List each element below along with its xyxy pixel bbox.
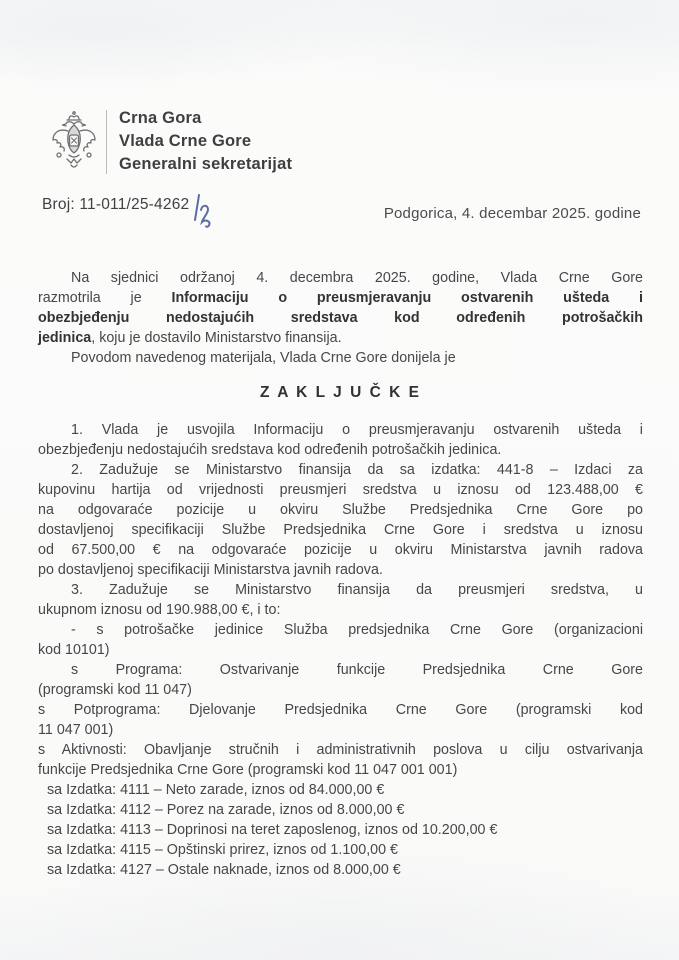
letterhead-department: Generalni sekretarijat [119, 155, 293, 173]
text-line: Povodom navedenog materijala, Vlada Crne Gore donijela je [71, 350, 456, 366]
text-line: s Potprograma: Djelovanje Predsjednika Crne Gore (programski kod [38, 702, 643, 718]
text-line: sa Izdatka: 4111 – Neto zarade, iznos od 84.000,00 € [47, 782, 385, 798]
text-line: po dostavljenoj specifikaciji Ministarstva javnih radova. [38, 562, 383, 578]
text-line: dostavljenoj specifikaciji Službe Predsjednika Crne Gore i sredstva u iznosu [38, 522, 643, 538]
conclusion-paragraphs [38, 420, 643, 880]
text-line: obezbjeđenju nedostajućih sredstava kod određenih potrošačkih jedinica. [38, 442, 502, 458]
text-line: Na sjednici održanoj 4. decembra 2025. godine, Vlada Crne Gore [71, 270, 643, 286]
text-line: 2. Zadužuje se Ministarstvo finansija da sa izdatka: 441-8 – Izdaci za [71, 462, 643, 478]
text-line: sa Izdatka: 4112 – Porez na zarade, iznos od 8.000,00 € [47, 802, 405, 818]
letterhead-country: Crna Gora [119, 109, 202, 127]
text-line: funkcije Predsjednika Crne Gore (programski kod 11 047 001 001) [38, 762, 458, 778]
text-line: 11 047 001) [38, 722, 114, 738]
text-line: od 67.500,00 € na odgovaraće pozicije u okviru Ministarstva javnih radova [38, 542, 643, 558]
text-line: kupovinu hartija od vrijednosti preusmjeri sredstva u iznosu od 123.488,00 € [38, 482, 643, 498]
letterhead [50, 106, 292, 176]
coat-of-arms-icon [50, 110, 98, 174]
conclusions-heading: Z A K L J U Č K E [260, 384, 421, 401]
handwritten-mark-icon [192, 193, 214, 233]
text-line: s Programa: Ostvarivanje funkcije Predsjednika Crne Gore [71, 662, 643, 678]
text-line: 1. Vlada je usvojila Informaciju o preusmjeravanju ostvarenih ušteda i [71, 422, 643, 438]
intro-paragraphs [38, 268, 643, 368]
place-date: Podgorica, 4. decembar 2025. godine [383, 205, 641, 222]
text-line: razmotrila je Informaciju o preusmjeravanju ostvarenih ušteda i [38, 290, 643, 306]
reference-row [42, 196, 641, 233]
letterhead-government: Vlada Crne Gore [119, 132, 252, 150]
text-line: 3. Zadužuje se Ministarstvo finansija da preusmjeri sredstva, u [71, 582, 643, 598]
text-line: jedinica, koju je dostavilo Ministarstvo finansija. [38, 330, 342, 346]
text-line: na odgovaraće pozicije u okviru Službe Predsjednika Crne Gore po [38, 502, 643, 518]
letterhead-divider [106, 110, 107, 174]
text-line: (programski kod 11 047) [38, 682, 192, 698]
text-line: - s potrošačke jedinice Služba predsjednika Crne Gore (organizacioni [71, 622, 643, 638]
reference-number: Broj: 11-011/25-4262 [42, 196, 190, 213]
text-line: ukupnom iznosu od 190.988,00 €, i to: [38, 602, 281, 618]
text-line: sa Izdatka: 4127 – Ostale naknade, iznos od 8.000,00 € [47, 862, 401, 878]
text-line: kod 10101) [38, 642, 110, 658]
document-body [38, 268, 643, 880]
text-line: s Aktivnosti: Obavljanje stručnih i administrativnih poslova u cilju ostvarivanja [38, 742, 643, 758]
text-line: sa Izdatka: 4113 – Doprinosi na teret zaposlenog, iznos od 10.200,00 € [47, 822, 498, 838]
text-line: sa Izdatka: 4115 – Opštinski prirez, iznos od 1.100,00 € [47, 842, 399, 858]
text-line: obezbjeđenju nedostajućih sredstava kod određenih potrošačkih [38, 310, 643, 326]
